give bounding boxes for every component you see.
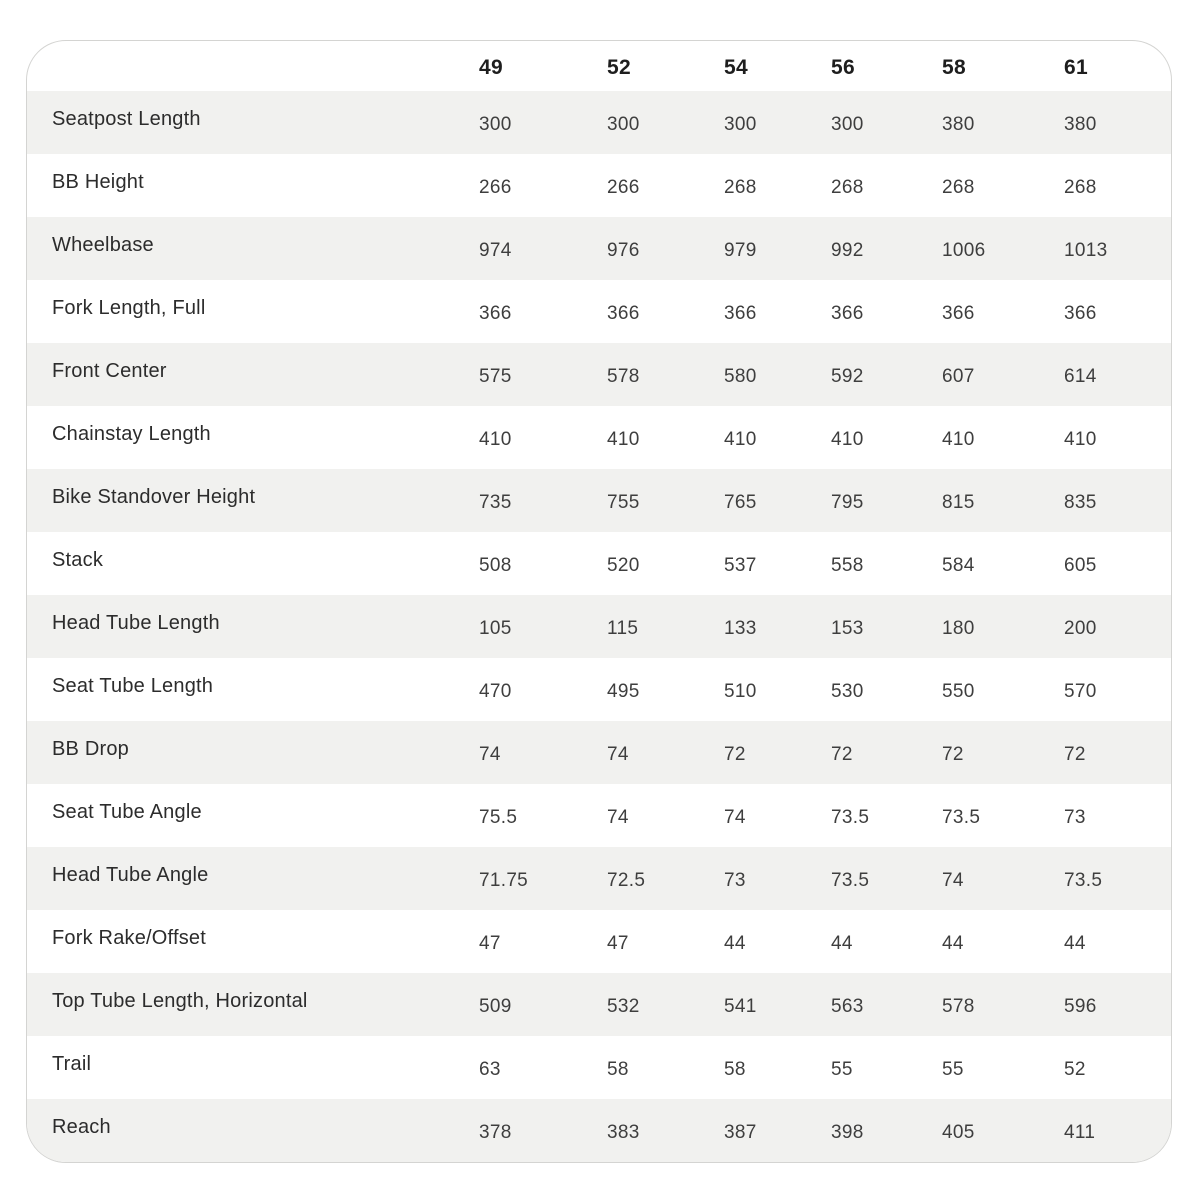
geometry-table-body bbox=[27, 91, 1171, 1162]
size-column-header: 56 bbox=[831, 56, 855, 79]
cell-value: 72 bbox=[942, 743, 964, 765]
table-row bbox=[27, 469, 1171, 532]
cell-value: 58 bbox=[724, 1058, 746, 1080]
cell-value: 992 bbox=[831, 239, 864, 261]
table-row bbox=[27, 721, 1171, 784]
cell-value: 550 bbox=[942, 680, 975, 702]
table-row bbox=[27, 406, 1171, 469]
cell-value: 976 bbox=[607, 239, 640, 261]
cell-value: 72.5 bbox=[607, 869, 646, 891]
table-row bbox=[27, 343, 1171, 406]
cell-value: 72 bbox=[831, 743, 853, 765]
cell-value: 605 bbox=[1064, 554, 1097, 576]
cell-value: 410 bbox=[479, 428, 512, 450]
header-spacer bbox=[27, 41, 479, 91]
cell-value: 380 bbox=[1064, 113, 1097, 135]
cell-value: 510 bbox=[724, 680, 757, 702]
cell-value: 835 bbox=[1064, 491, 1097, 513]
table-row bbox=[27, 280, 1171, 343]
cell-value: 55 bbox=[831, 1058, 853, 1080]
cell-value: 75.5 bbox=[479, 806, 518, 828]
cell-value: 387 bbox=[724, 1121, 757, 1143]
size-column-header: 58 bbox=[942, 56, 966, 79]
cell-value: 570 bbox=[1064, 680, 1097, 702]
cell-value: 1013 bbox=[1064, 239, 1108, 261]
cell-value: 398 bbox=[831, 1121, 864, 1143]
row-label: Seatpost Length bbox=[52, 108, 201, 130]
size-column-header: 49 bbox=[479, 56, 503, 79]
cell-value: 537 bbox=[724, 554, 757, 576]
table-row bbox=[27, 1099, 1171, 1162]
geometry-table bbox=[27, 41, 1171, 1162]
cell-value: 735 bbox=[479, 491, 512, 513]
cell-value: 73.5 bbox=[942, 806, 981, 828]
cell-value: 47 bbox=[479, 932, 501, 954]
cell-value: 532 bbox=[607, 995, 640, 1017]
row-label: Top Tube Length, Horizontal bbox=[52, 990, 308, 1012]
table-row bbox=[27, 784, 1171, 847]
row-label: Wheelbase bbox=[52, 234, 154, 256]
cell-value: 73.5 bbox=[831, 806, 870, 828]
row-label: BB Drop bbox=[52, 738, 129, 760]
row-label: Seat Tube Angle bbox=[52, 801, 202, 823]
cell-value: 47 bbox=[607, 932, 629, 954]
cell-value: 44 bbox=[942, 932, 964, 954]
cell-value: 755 bbox=[607, 491, 640, 513]
cell-value: 607 bbox=[942, 365, 975, 387]
cell-value: 380 bbox=[942, 113, 975, 135]
cell-value: 541 bbox=[724, 995, 757, 1017]
row-label: Bike Standover Height bbox=[52, 486, 256, 508]
cell-value: 58 bbox=[607, 1058, 629, 1080]
table-row bbox=[27, 595, 1171, 658]
cell-value: 366 bbox=[942, 302, 975, 324]
cell-value: 410 bbox=[724, 428, 757, 450]
size-column-header: 52 bbox=[607, 56, 631, 79]
cell-value: 614 bbox=[1064, 365, 1097, 387]
cell-value: 44 bbox=[724, 932, 746, 954]
cell-value: 366 bbox=[831, 302, 864, 324]
table-row bbox=[27, 532, 1171, 595]
row-label: Fork Rake/Offset bbox=[52, 927, 206, 949]
cell-value: 584 bbox=[942, 554, 975, 576]
cell-value: 470 bbox=[479, 680, 512, 702]
cell-value: 73 bbox=[1064, 806, 1086, 828]
cell-value: 52 bbox=[1064, 1058, 1086, 1080]
cell-value: 266 bbox=[479, 176, 512, 198]
cell-value: 366 bbox=[607, 302, 640, 324]
cell-value: 580 bbox=[724, 365, 757, 387]
table-row bbox=[27, 217, 1171, 280]
cell-value: 300 bbox=[724, 113, 757, 135]
row-label: BB Height bbox=[52, 171, 144, 193]
cell-value: 55 bbox=[942, 1058, 964, 1080]
cell-value: 410 bbox=[831, 428, 864, 450]
table-row bbox=[27, 91, 1171, 154]
cell-value: 44 bbox=[831, 932, 853, 954]
table-row bbox=[27, 1036, 1171, 1099]
row-label: Fork Length, Full bbox=[52, 297, 206, 319]
cell-value: 74 bbox=[942, 869, 964, 891]
cell-value: 73 bbox=[724, 869, 746, 891]
row-label: Chainstay Length bbox=[52, 423, 211, 445]
cell-value: 405 bbox=[942, 1121, 975, 1143]
table-row bbox=[27, 973, 1171, 1036]
cell-value: 509 bbox=[479, 995, 512, 1017]
cell-value: 105 bbox=[479, 617, 512, 639]
geometry-table-card bbox=[26, 40, 1172, 1163]
row-label: Head Tube Length bbox=[52, 612, 220, 634]
cell-value: 180 bbox=[942, 617, 975, 639]
cell-value: 366 bbox=[479, 302, 512, 324]
size-column-header: 61 bbox=[1064, 56, 1088, 79]
size-header-row bbox=[27, 41, 1171, 91]
cell-value: 411 bbox=[1064, 1121, 1096, 1143]
row-label: Reach bbox=[52, 1116, 111, 1138]
cell-value: 268 bbox=[724, 176, 757, 198]
cell-value: 795 bbox=[831, 491, 864, 513]
cell-value: 558 bbox=[831, 554, 864, 576]
row-label: Head Tube Angle bbox=[52, 864, 209, 886]
cell-value: 578 bbox=[607, 365, 640, 387]
cell-value: 383 bbox=[607, 1121, 640, 1143]
cell-value: 530 bbox=[831, 680, 864, 702]
cell-value: 410 bbox=[1064, 428, 1097, 450]
cell-value: 596 bbox=[1064, 995, 1097, 1017]
cell-value: 73.5 bbox=[831, 869, 870, 891]
cell-value: 300 bbox=[831, 113, 864, 135]
cell-value: 72 bbox=[1064, 743, 1086, 765]
cell-value: 508 bbox=[479, 554, 512, 576]
cell-value: 73.5 bbox=[1064, 869, 1103, 891]
cell-value: 366 bbox=[724, 302, 757, 324]
cell-value: 979 bbox=[724, 239, 757, 261]
cell-value: 815 bbox=[942, 491, 975, 513]
table-row bbox=[27, 658, 1171, 721]
cell-value: 575 bbox=[479, 365, 512, 387]
cell-value: 300 bbox=[479, 113, 512, 135]
cell-value: 74 bbox=[724, 806, 746, 828]
row-label: Trail bbox=[52, 1053, 92, 1075]
row-label: Stack bbox=[52, 549, 104, 571]
cell-value: 300 bbox=[607, 113, 640, 135]
row-label: Seat Tube Length bbox=[52, 675, 214, 697]
cell-value: 495 bbox=[607, 680, 640, 702]
cell-value: 115 bbox=[607, 617, 639, 639]
cell-value: 63 bbox=[479, 1058, 501, 1080]
cell-value: 74 bbox=[607, 806, 629, 828]
cell-value: 578 bbox=[942, 995, 975, 1017]
cell-value: 520 bbox=[607, 554, 640, 576]
cell-value: 366 bbox=[1064, 302, 1097, 324]
cell-value: 378 bbox=[479, 1121, 512, 1143]
table-row bbox=[27, 847, 1171, 910]
cell-value: 563 bbox=[831, 995, 864, 1017]
row-label: Front Center bbox=[52, 360, 167, 382]
cell-value: 410 bbox=[942, 428, 975, 450]
cell-value: 44 bbox=[1064, 932, 1086, 954]
cell-value: 72 bbox=[724, 743, 746, 765]
cell-value: 74 bbox=[479, 743, 501, 765]
cell-value: 153 bbox=[831, 617, 864, 639]
cell-value: 74 bbox=[607, 743, 629, 765]
cell-value: 71.75 bbox=[479, 869, 529, 891]
cell-value: 268 bbox=[831, 176, 864, 198]
size-column-header: 54 bbox=[724, 56, 748, 79]
cell-value: 268 bbox=[942, 176, 975, 198]
cell-value: 266 bbox=[607, 176, 640, 198]
cell-value: 268 bbox=[1064, 176, 1097, 198]
cell-value: 1006 bbox=[942, 239, 986, 261]
cell-value: 410 bbox=[607, 428, 640, 450]
table-row bbox=[27, 910, 1171, 973]
cell-value: 200 bbox=[1064, 617, 1097, 639]
cell-value: 765 bbox=[724, 491, 757, 513]
table-row bbox=[27, 154, 1171, 217]
cell-value: 133 bbox=[724, 617, 757, 639]
cell-value: 592 bbox=[831, 365, 864, 387]
cell-value: 974 bbox=[479, 239, 512, 261]
